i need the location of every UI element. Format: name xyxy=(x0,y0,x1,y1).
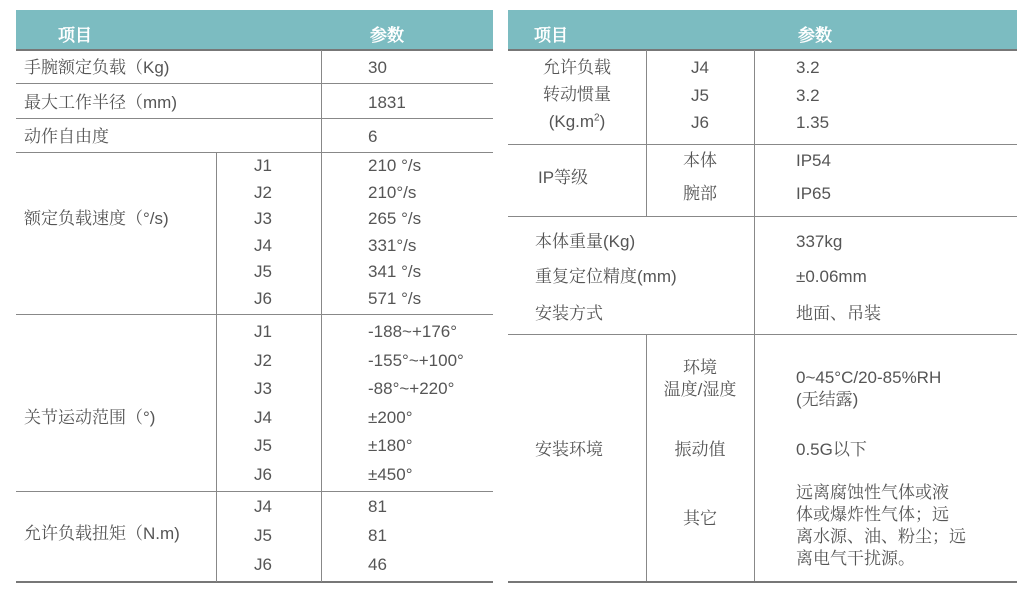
temp-value-line1: 0~45°C/20-85%RH xyxy=(796,368,942,387)
divider xyxy=(508,49,1017,51)
other-line: 离电气干扰源。 xyxy=(796,549,915,568)
column-divider xyxy=(216,153,217,582)
speed-value: 571 °/s xyxy=(368,289,422,308)
left-spec-table xyxy=(16,10,493,583)
joint-label: J3 xyxy=(254,379,272,398)
other-label: 其它 xyxy=(683,509,717,528)
range-value: ±450° xyxy=(368,465,413,484)
inertia-label-line3: $(Kg.m^2)$ xyxy=(548,112,606,131)
radius-value: 1831 xyxy=(368,93,406,112)
joint-label: J4 xyxy=(691,58,709,77)
other-line: 远离腐蚀性气体或液 xyxy=(796,483,949,502)
joint-label: J6 xyxy=(254,555,272,574)
divider xyxy=(508,581,1017,583)
range-value: -155°~+100° xyxy=(368,351,464,370)
vibration-label: 振动值 xyxy=(674,440,726,459)
joint-label: J2 xyxy=(254,351,272,370)
divider xyxy=(508,334,1017,335)
column-divider xyxy=(321,50,322,582)
joint-label: J4 xyxy=(254,497,272,516)
inertia-value: 3.2 xyxy=(796,58,820,77)
range-value: -188~+176° xyxy=(368,322,458,341)
header-param: 参数 xyxy=(370,26,404,45)
divider xyxy=(16,118,493,119)
dof-label: 动作自由度 xyxy=(24,127,109,146)
ip-value: IP54 xyxy=(796,151,831,170)
other-line: 离水源、油、粉尘；远 xyxy=(796,527,966,546)
repeatability-label: 重复定位精度(mm) xyxy=(535,267,677,286)
payload-value: 30 xyxy=(368,58,387,77)
mounting-value: 地面、吊装 xyxy=(796,304,881,323)
torque-value: 46 xyxy=(368,555,387,574)
other-line: 体或爆炸性气体；远 xyxy=(796,505,949,524)
dof-value: 6 xyxy=(368,127,378,146)
speed-value: 265 °/s xyxy=(368,209,422,228)
joint-label: J5 xyxy=(691,86,709,105)
header-item: 项目 xyxy=(58,26,92,45)
range-value: -88°~+220° xyxy=(368,379,455,398)
radius-label: 最大工作半径（mm) xyxy=(24,93,177,112)
range-value: ±180° xyxy=(368,436,413,455)
range-label: 关节运动范围（°) xyxy=(24,408,156,427)
temp-label-line1: 环境 xyxy=(683,358,717,377)
left-table-header xyxy=(16,10,493,49)
inertia-label-line2: 转动惯量 xyxy=(543,85,611,104)
joint-label: J6 xyxy=(691,113,709,132)
ip-part: 腕部 xyxy=(683,184,717,203)
inertia-value: 1.35 xyxy=(796,113,830,132)
divider xyxy=(16,581,493,583)
inertia-label-line1: 允许负载 xyxy=(543,58,611,77)
right-table-header xyxy=(508,10,1017,49)
joint-label: J5 xyxy=(254,526,272,545)
vibration-value: 0.5G以下 xyxy=(796,440,867,459)
divider xyxy=(16,491,493,492)
divider xyxy=(16,152,493,153)
joint-label: J2 xyxy=(254,183,272,202)
joint-label: J6 xyxy=(254,289,272,308)
joint-label: J4 xyxy=(254,236,272,255)
joint-label: J1 xyxy=(254,322,272,341)
column-divider xyxy=(754,50,755,216)
range-value: ±200° xyxy=(368,408,413,427)
ip-part: 本体 xyxy=(683,151,717,170)
divider xyxy=(508,144,1017,145)
payload-label: 手腕额定负载（Kg) xyxy=(24,58,170,77)
mounting-label: 安装方式 xyxy=(535,304,603,323)
inertia-value: 3.2 xyxy=(796,86,820,105)
torque-label: 允许负载扭矩（N.m) xyxy=(24,524,180,543)
divider xyxy=(508,216,1017,217)
speed-value: 341 °/s xyxy=(368,262,422,281)
ip-label: IP等级 xyxy=(537,168,589,187)
environment-label: 安装环境 xyxy=(535,440,603,459)
speed-value: 331°/s xyxy=(368,236,417,255)
temp-label-line2: 温度/湿度 xyxy=(663,380,737,399)
divider xyxy=(16,83,493,84)
repeatability-value: ±0.06mm xyxy=(796,267,867,286)
temp-value-line2: (无结露) xyxy=(796,390,859,409)
torque-value: 81 xyxy=(368,526,387,545)
column-divider xyxy=(754,217,755,334)
joint-label: J1 xyxy=(254,156,272,175)
divider xyxy=(16,49,493,51)
joint-label: J3 xyxy=(254,209,272,228)
speed-value: 210 °/s xyxy=(368,156,422,175)
header-param: 参数 xyxy=(798,26,832,45)
torque-value: 81 xyxy=(368,497,387,516)
right-spec-table xyxy=(508,10,1017,583)
divider xyxy=(16,314,493,315)
ip-value: IP65 xyxy=(796,184,831,203)
joint-label: J5 xyxy=(254,436,272,455)
speed-value: 210°/s xyxy=(368,183,417,202)
weight-value: 337kg xyxy=(796,232,843,251)
weight-label: 本体重量(Kg) xyxy=(535,232,636,251)
joint-label: J5 xyxy=(254,262,272,281)
speed-label: 额定负载速度（°/s) xyxy=(24,209,169,228)
joint-label: J6 xyxy=(254,465,272,484)
joint-label: J4 xyxy=(254,408,272,427)
column-divider xyxy=(754,335,755,581)
header-item: 项目 xyxy=(534,26,568,45)
